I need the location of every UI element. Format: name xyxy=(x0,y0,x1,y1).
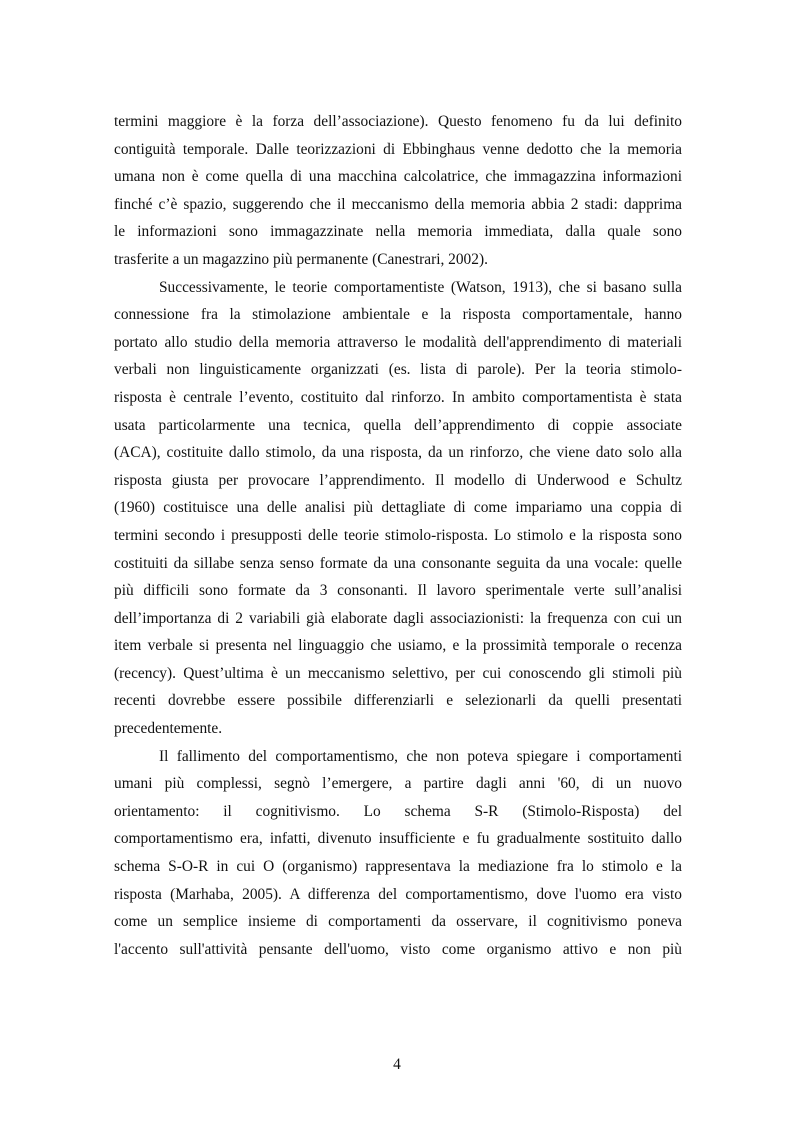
text-line: finché c’è spazio, suggerendo che il meccanismo della memoria abbia 2 stadi: dapprima xyxy=(114,195,682,213)
paragraph xyxy=(114,743,682,964)
text-line: (1960) costituisce una delle analisi più dettagliate di come impariamo una coppia di xyxy=(114,499,682,517)
text-line: umana non è come quella di una macchina calcolatrice, che immagazzina informazioni xyxy=(114,168,682,186)
text-line: contiguità temporale. Dalle teorizzazioni di Ebbinghaus venne dedotto che la memoria xyxy=(114,140,682,158)
text-line: dell’importanza di 2 variabili già elaborate dagli associazionisti: la frequenza con cui un xyxy=(114,609,682,627)
text-line: Il fallimento del comportamentismo, che non poteva spiegare i comportamenti xyxy=(159,747,682,765)
text-line: più difficili sono formate da 3 consonanti. Il lavoro sperimentale verte sull’analisi xyxy=(114,582,682,600)
text-line: risposta (Marhaba, 2005). A differenza del comportamentismo, dove l'uomo era visto xyxy=(114,885,682,903)
page-number: 4 xyxy=(393,1056,401,1073)
body-text xyxy=(114,108,682,963)
text-line: usata particolarmente una tecnica, quella dell’apprendimento di coppie associate xyxy=(114,416,682,434)
text-line: costituiti da sillabe senza senso formate da una consonante seguita da una vocale: quelle xyxy=(114,554,682,572)
text-line: portato allo studio della memoria attraverso le modalità dell'apprendimento di materiali xyxy=(114,333,682,351)
text-line: (recency). Quest’ultima è un meccanismo selettivo, per cui conoscendo gli stimoli più xyxy=(114,664,682,682)
text-line: trasferite a un magazzino più permanente (Canestrari, 2002). xyxy=(114,250,488,268)
text-line: termini secondo i presupposti delle teorie stimolo-risposta. Lo stimolo e la risposta sono xyxy=(114,526,682,544)
text-line: verbali non linguisticamente organizzati (es. lista di parole). Per la teoria stimolo- xyxy=(114,361,682,379)
text-line: schema S-O-R in cui O (organismo) rappresentava la mediazione fra lo stimolo e la xyxy=(114,858,682,876)
text-line: precedentemente. xyxy=(114,720,223,738)
paragraph xyxy=(114,274,682,743)
text-line: termini maggiore è la forza dell’associazione). Questo fenomeno fu da lui definito xyxy=(114,113,682,130)
text-line: recenti dovrebbe essere possibile differenziarli e selezionarli da quelli presentati xyxy=(114,692,682,710)
text-line: come un semplice insieme di comportamenti da osservare, il cognitivismo poneva xyxy=(114,913,682,931)
text-line: orientamento: il cognitivismo. Lo schema S-R (Stimolo-Risposta) del xyxy=(114,802,682,820)
text-line: item verbale si presenta nel linguaggio che usiamo, e la prossimità temporale o recenza xyxy=(114,637,682,655)
text-line: (ACA), costituite dallo stimolo, da una risposta, da un rinforzo, che viene dato solo alla xyxy=(114,444,682,462)
text-line: Successivamente, le teorie comportamentiste (Watson, 1913), che si basano sulla xyxy=(159,278,682,296)
text-line: umani più complessi, segnò l’emergere, a partire dagli anni '60, di un nuovo xyxy=(114,775,682,793)
text-line: risposta è centrale l’evento, costituito dal rinforzo. In ambito comportamentista è stata xyxy=(114,388,682,406)
text-line: comportamentismo era, infatti, divenuto insufficiente e fu gradualmente sostituito dallo xyxy=(114,830,682,848)
text-line: l'accento sull'attività pensante dell'uomo, visto come organismo attivo e non più xyxy=(114,940,682,958)
paragraph xyxy=(114,108,682,274)
text-line: risposta giusta per provocare l’apprendimento. Il modello di Underwood e Schultz xyxy=(114,471,682,489)
text-line: le informazioni sono immagazzinate nella memoria immediata, dalla quale sono xyxy=(114,223,682,241)
text-line: connessione fra la stimolazione ambientale e la risposta comportamentale, hanno xyxy=(114,306,682,324)
